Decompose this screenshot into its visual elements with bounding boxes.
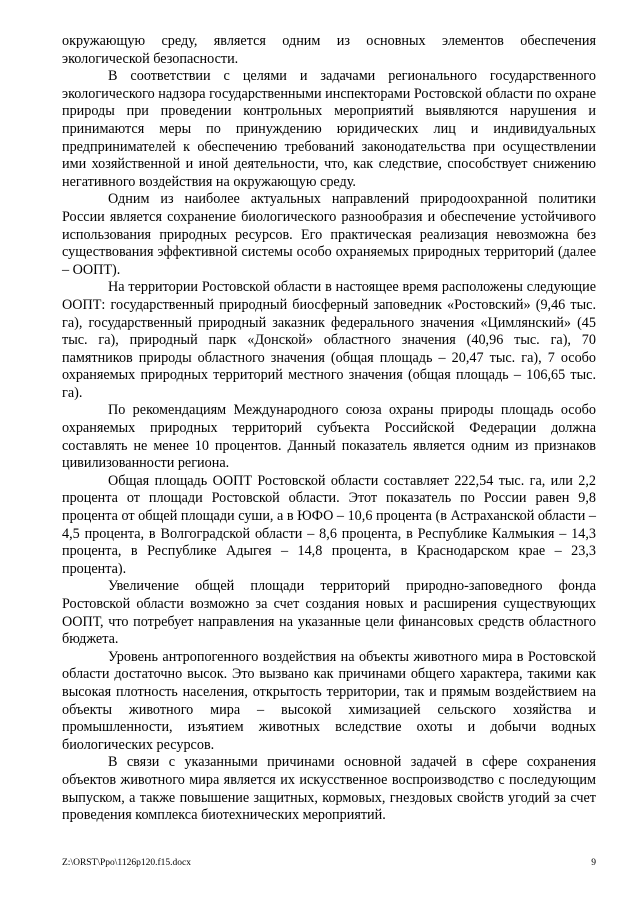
footer-file-path: Z:\ORST\Ppo\1126p120.f15.docx — [62, 858, 191, 868]
paragraph: В связи с указанными причинами основной задачей в сфере сохранения объектов животного мира является их искусственное воспроизводство с последующим выпуском, а также повышение защитных, кормовых, гнездовых свойств угодий за счет проведения комплекса биотехнических мероприятий. — [62, 754, 596, 824]
paragraph: Общая площадь ООПТ Ростовской области составляет 222,54 тыс. га, или 2,2 процента от площади Ростовской области. Этот показатель по России равен 9,8 процента от общей площади суши, а в ЮФО – 10,6 процента (в Астраханской области – 4,5 процента, в Волгоградской области – 8,6 процента, в Республике Калмыкия – 14,3 процента, в Республике Адыгея – 14,8 процента, в Краснодарском крае – 23,3 процента). — [62, 472, 596, 577]
paragraph: Одним из наиболее актуальных направлений природоохранной политики России является сохранение биологического разнообразия и обеспечение устойчивого использования природных ресурсов. Его практическая реализация невозможна без существования эффективной системы особо охраняемых природных территорий (далее – ООПТ). — [62, 191, 596, 278]
paragraph: На территории Ростовской области в настоящее время расположены следующие ООПТ: государственный природный биосферный заповедник «Ростовский» (9,46 тыс. га), государственный природный заказник федерального значения «Цимлянский» (45 тыс. га), природный парк «Донской» областного значения (40,96 тыс. га), 70 памятников природы областного значения (общая площадь – 20,47 тыс. га), 7 особо охраняемых природных территорий местного значения (общая площадь – 106,65 тыс. га). — [62, 279, 596, 401]
paragraph: В соответствии с целями и задачами регионального государственного экологического надзора государственными инспекторами Ростовской области по охране природы при проведении контрольных мероприятий выявляются нарушения и принимаются меры по принуждению юридических лиц и индивидуальных предпринимателей к обеспечению требований законодательства при осуществлении ими хозяйственной и иной деятельности, что, как следствие, способствует снижению негативного воздействия на окружающую среду. — [62, 68, 596, 190]
paragraph: Уровень антропогенного воздействия на объекты животного мира в Ростовской области достаточно высок. Это вызвано как причинами общего характера, такими как высокая плотность населения, открытость территории, так и прямым воздействием на объекты животного мира – высокой химизацией сельского хозяйства и промышленности, изъятием животных вследствие охоты и добычи водных биологических ресурсов. — [62, 648, 596, 753]
paragraph: По рекомендациям Международного союза охраны природы площадь особо охраняемых природных территорий субъекта Российской Федерации должна составлять не менее 10 процентов. Данный показатель является одним из признаков цивилизованности региона. — [62, 402, 596, 472]
paragraph: Увеличение общей площади территорий природно-заповедного фонда Ростовской области возможно за счет создания новых и расширения существующих ООПТ, что потребует направления на указанные цели финансовых средств областного бюджета. — [62, 578, 596, 648]
page-number: 9 — [591, 858, 596, 868]
document-body — [62, 33, 596, 825]
paragraph-continuation: окружающую среду, является одним из основных элементов обеспечения экологической безопасности. — [62, 33, 596, 67]
